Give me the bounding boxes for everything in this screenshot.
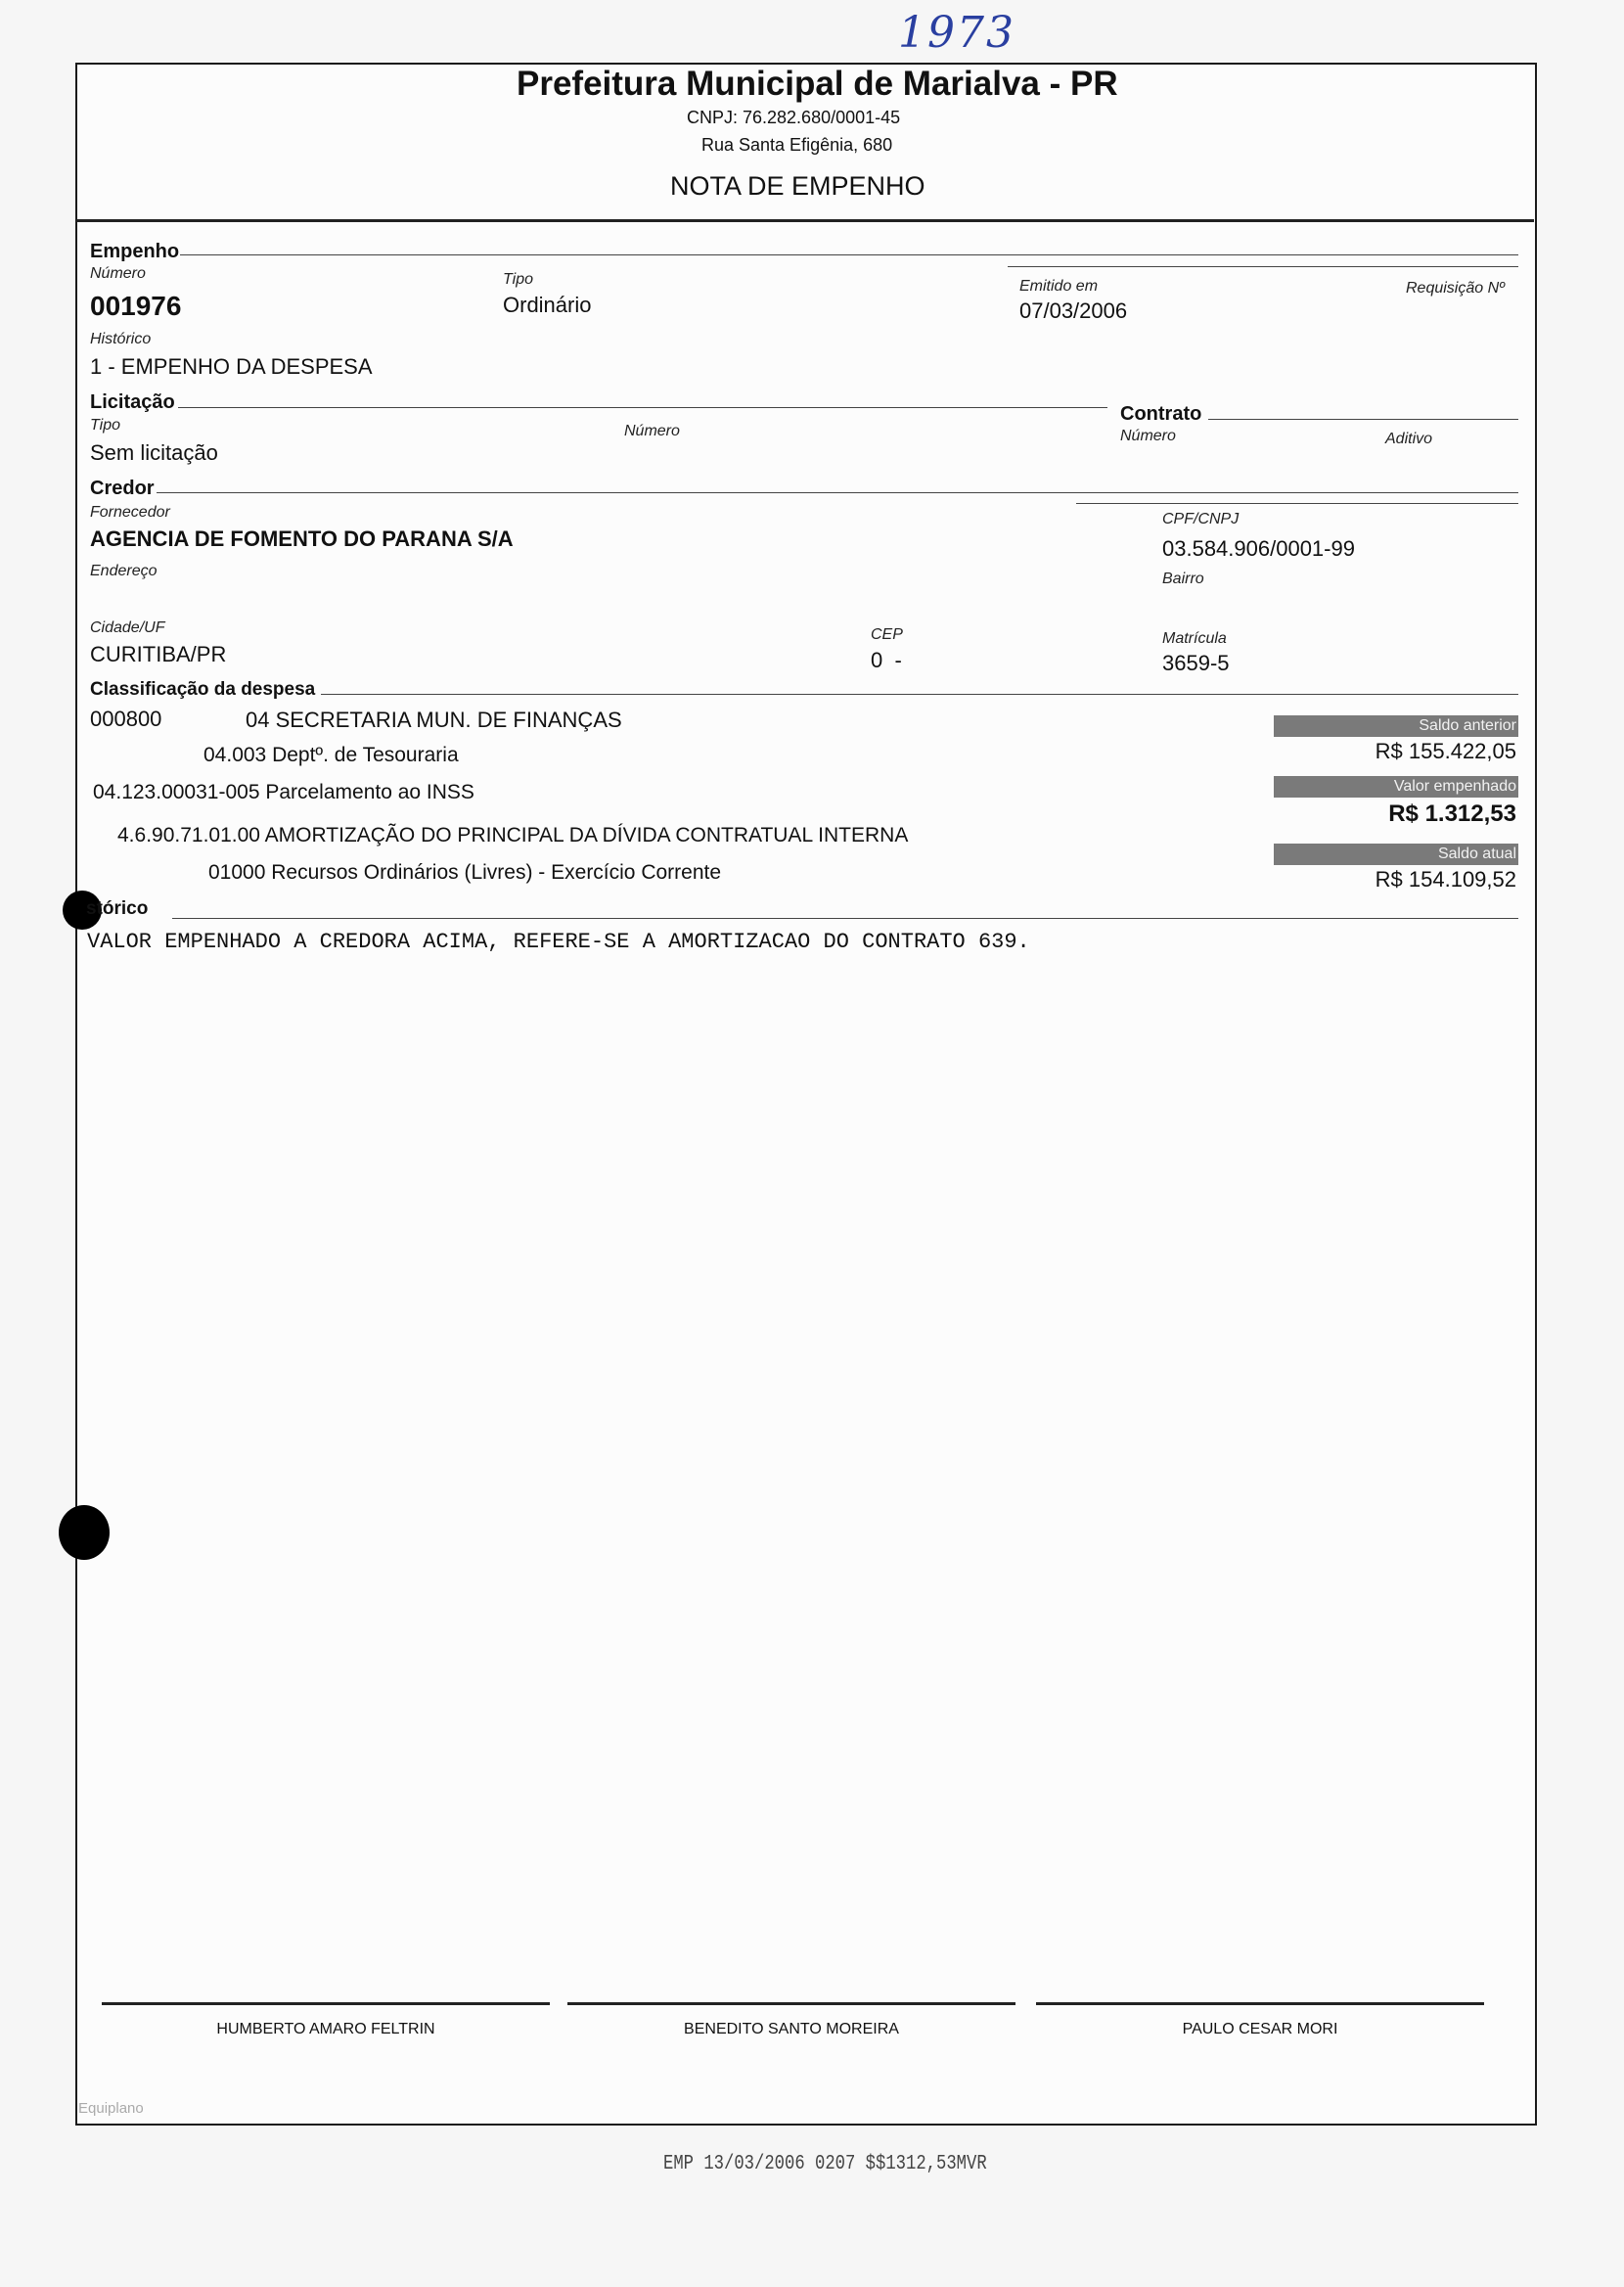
saldo-atual-bar: Saldo atual (1274, 844, 1518, 865)
cidade: CURITIBA/PR (90, 642, 227, 666)
classificacao-unidade: 04.003 Deptº. de Tesouraria (203, 744, 459, 766)
contrato-aditivo-label: Aditivo (1385, 431, 1433, 447)
credor-section-title: Credor (90, 478, 155, 499)
signature-name-1: HUMBERTO AMARO FELTRIN (216, 2021, 435, 2037)
historico-section-title: stórico (86, 898, 149, 919)
matricula: 3659-5 (1162, 651, 1230, 675)
cep: 0 - (871, 648, 902, 672)
emitido-date: 07/03/2006 (1019, 298, 1128, 323)
cnpj-text: CNPJ: 76.282.680/0001-45 (687, 108, 901, 127)
classificacao-elemento: 4.6.90.71.01.00 AMORTIZAÇÃO DO PRINCIPAL DA DÍVIDA CONTRATUAL INTERNA (117, 824, 909, 846)
signature-line-2 (567, 2002, 1015, 2005)
signature-line-3 (1036, 2002, 1484, 2005)
valor-empenhado-bar: Valor empenhado (1274, 776, 1518, 798)
empenho-rule (180, 254, 1518, 255)
contrato-numero-label: Número (1120, 428, 1176, 444)
licitacao-tipo-label: Tipo (90, 417, 120, 434)
saldo-anterior-bar: Saldo anterior (1274, 715, 1518, 737)
municipality-title: Prefeitura Municipal de Marialva - PR (517, 65, 1118, 103)
print-stamp: EMP 13/03/2006 0207 $$1312,53MVR (663, 2153, 987, 2175)
empenho-numero: 001976 (90, 291, 182, 321)
licitacao-numero-label: Número (624, 423, 680, 439)
historico-rule (172, 918, 1518, 919)
empenho-numero-label: Número (90, 265, 146, 282)
cidade-label: Cidade/UF (90, 619, 165, 636)
empenho-historico-label: Histórico (90, 331, 152, 347)
credor-rule (157, 492, 1518, 493)
header-divider (76, 219, 1534, 222)
emitido-label: Emitido em (1019, 278, 1099, 295)
empenho-section-title: Empenho (90, 241, 180, 262)
classificacao-recurso: 01000 Recursos Ordinários (Livres) - Exercício Corrente (208, 861, 722, 884)
bairro-label: Bairro (1162, 571, 1204, 587)
matricula-label: Matrícula (1162, 630, 1227, 647)
signature-line-1 (102, 2002, 550, 2005)
historico-text: VALOR EMPENHADO A CREDORA ACIMA, REFERE-SE A AMORTIZACAO DO CONTRATO 639. (87, 930, 1030, 954)
saldo-anterior: R$ 155.422,05 (1375, 739, 1516, 763)
cpf-cnpj-label: CPF/CNPJ (1162, 511, 1240, 527)
empenho-tipo-label: Tipo (503, 271, 533, 288)
handwritten-page-number: 1973 (898, 8, 1015, 58)
fornecedor-label: Fornecedor (90, 504, 170, 521)
empenho-tipo: Ordinário (503, 293, 592, 317)
credor-rule-2 (1076, 503, 1518, 504)
licitacao-rule (178, 407, 1107, 408)
signature-name-3: PAULO CESAR MORI (1182, 2021, 1338, 2037)
classificacao-section-title: Classificação da despesa (90, 679, 316, 700)
document-title: NOTA DE EMPENHO (670, 171, 925, 201)
classificacao-rule (321, 694, 1518, 695)
saldo-atual: R$ 154.109,52 (1375, 867, 1516, 892)
address-text: Rua Santa Efigênia, 680 (701, 135, 893, 155)
empenho-historico: 1 - EMPENHO DA DESPESA (90, 354, 373, 379)
classificacao-programa: 04.123.00031-005 Parcelamento ao INSS (93, 781, 474, 803)
software-name: Equiplano (78, 2100, 144, 2117)
classificacao-code: 000800 (90, 707, 162, 731)
contrato-section-title: Contrato (1120, 403, 1202, 425)
classificacao-orgao: 04 SECRETARIA MUN. DE FINANÇAS (246, 708, 622, 732)
binder-hole-bottom (59, 1505, 110, 1560)
contrato-rule (1208, 419, 1518, 420)
signature-name-2: BENEDITO SANTO MOREIRA (684, 2021, 899, 2037)
cep-label: CEP (871, 626, 903, 643)
licitacao-section-title: Licitação (90, 391, 175, 413)
requisicao-label: Requisição Nº (1406, 280, 1505, 297)
cpf-cnpj: 03.584.906/0001-99 (1162, 536, 1355, 561)
fornecedor: AGENCIA DE FOMENTO DO PARANA S/A (90, 526, 514, 551)
valor-empenhado: R$ 1.312,53 (1388, 800, 1516, 827)
licitacao-tipo: Sem licitação (90, 440, 218, 465)
endereco-label: Endereço (90, 563, 158, 579)
empenho-rule-2 (1008, 266, 1518, 267)
